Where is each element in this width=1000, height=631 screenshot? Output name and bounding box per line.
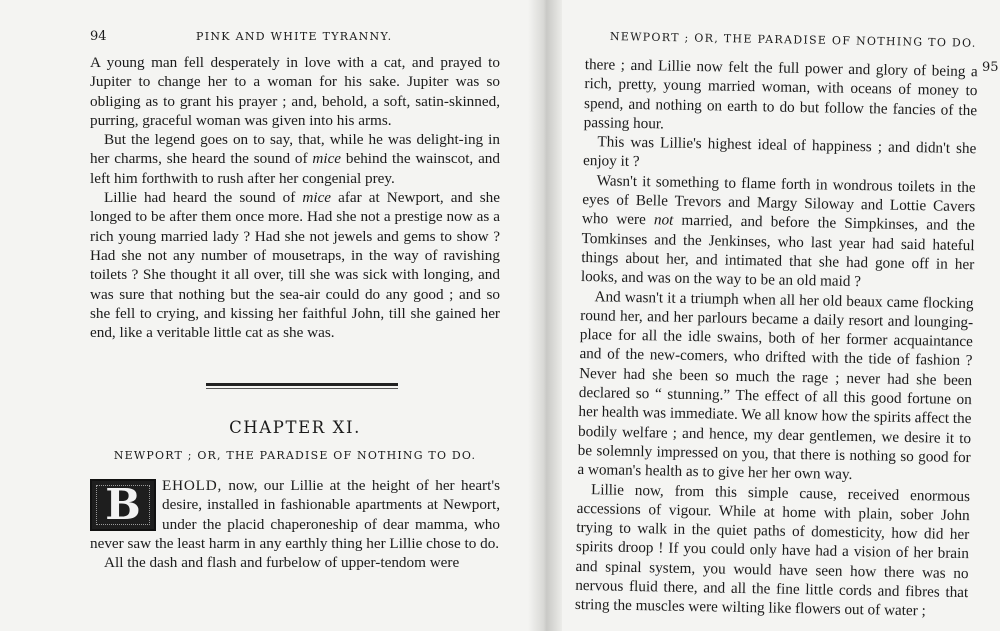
italic-word: mice — [312, 150, 342, 168]
lead-caps: EHOLD, — [162, 477, 223, 494]
paragraph: All the dash and flash and furbelow of upper-tendom were — [104, 554, 460, 572]
italic-word: mice — [302, 189, 332, 207]
paragraph: This was Lillie's highest ideal of happiness ; and didn't she enjoy it ? — [582, 133, 977, 171]
paragraph: Lillie now, from this simple cause, received enormous accessions of vigour. While at home with plain, sober John trying to walk in the quiet paths of domesticity, how did her spirits droop ! If you could only have had a vision of her brain and spinal system, you would have seen how there was no nervous fluid there, and all the fine little cords and fibres that string the muscles were wilting like flowers out of water ; — [574, 480, 971, 620]
right-page-number: 95 — [982, 60, 999, 75]
divider-thick-rule — [206, 383, 398, 386]
chapter-title: CHAPTER XI. — [229, 418, 361, 437]
paragraph: there ; and Lillie now felt the full power and glory of being a rich, pretty, young married woman, with oceans of money to spend, and nothing on earth to do but follow the fancies of the passing hour. — [583, 55, 978, 133]
paragraph: Wasn't it something to flame forth in wondrous toilets in the eyes of Belle Trevors and Margy Siloway and Lottie Cavers who were not married, and before the Simpkinses, and the Tomkinses and the Jenkinses, who last year had said hateful things about her, and intimated that she had gone off in her looks, and was on the way to be an old maid ? — [580, 172, 976, 291]
paragraph: A young man fell desperately in love with a cat, and prayed to Jupiter to change her to a woman for his sake. Jupiter was so obliging as to grant his prayer ; and, behold, a soft, satin-skinned, purring, graceful woman was given into his arms. — [90, 54, 500, 129]
chapter-body — [90, 476, 500, 572]
right-running-head: NEWPORT ; OR, THE PARADISE OF NOTHING TO DO. — [609, 30, 977, 50]
left-running-head: PINK AND WHITE TYRANNY. — [196, 30, 393, 43]
paragraph: But the legend goes on to say, that, while he was delight-ing in her charms, she heard the sound of mice behind the wainscot, and left him forthwith to rush after her congenial prey. — [90, 131, 500, 187]
paragraph: Lillie had heard the sound of mice afar at Newport, and she longed to be after them once more. Had she not a prestige now as a rich young married lady ? Had she not jewels and gems to show ? Had she not any number of mousetraps, in the way of ravishing toilets ? She thought it all over, till she was sick with longing, and was sure that nothing but the sea-air could do any good ; and so she fell to crying, and kissing her faithful John, till she gained her end, like a veritable little cat as she was. — [90, 189, 500, 342]
chapter-opening-paragraph: B EHOLD, now, our Lillie at the height of her heart's desire, installed in fashionable apartments at Newport, under the placid chaperoneship of dear mamma, who never saw the least harm in any earthly thing her Lillie chose to do. — [90, 477, 500, 552]
drop-cap-letter: B — [105, 480, 141, 529]
divider-thin-rule — [206, 388, 398, 389]
right-page-body — [575, 55, 978, 622]
left-page-number: 94 — [90, 29, 107, 44]
drop-cap-ornament — [90, 479, 156, 531]
left-page-body — [90, 53, 500, 342]
book-gutter — [528, 0, 562, 631]
section-divider — [206, 383, 398, 391]
chapter-subtitle: NEWPORT ; OR, THE PARADISE OF NOTHING TO DO. — [113, 449, 477, 462]
italic-word: not — [653, 211, 674, 230]
paragraph: And wasn't it a triumph when all her old beaux came flocking round her, and her parlours became a daily resort and lounging-place for all the idle swains, both of her former acquaintance and of the new-comers, who drifted with the tide of fashion ? Never had she been so much the rage ; never had she been declared so “ stunning.” The effect of all this good fortune on her health was immediate. We all know how the spirits affect the bodily welfare ; and hence, my dear gentlemen, we desire it to be solemnly impressed on you, that there is nothing so good for a woman's health as to give her her own way. — [577, 287, 974, 484]
